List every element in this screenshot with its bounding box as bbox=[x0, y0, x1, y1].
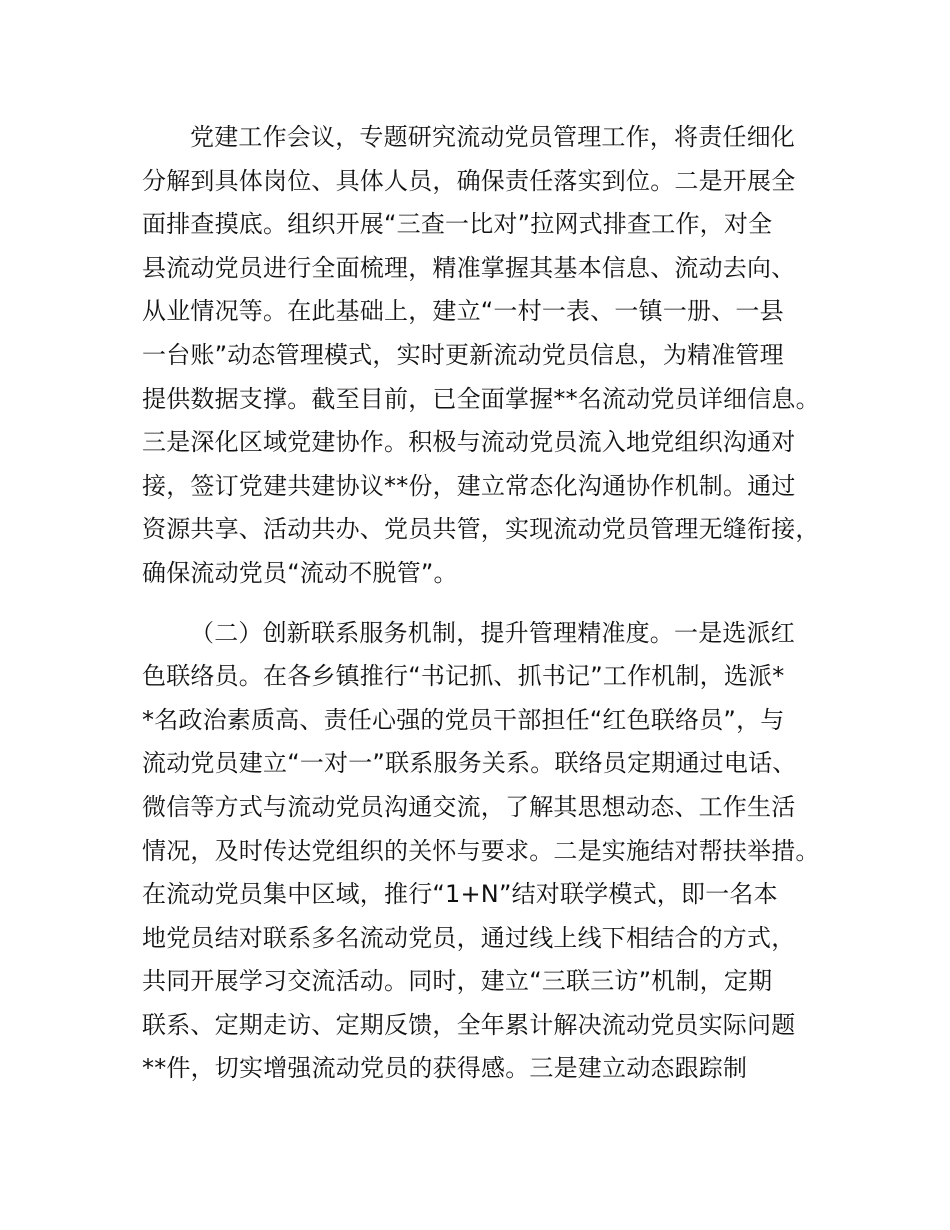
paragraph-2 bbox=[142, 612, 842, 1092]
text-line: 一台账”动态管理模式，实时更新流动党员信息，为精准管理 bbox=[142, 340, 784, 369]
text-line: 从业情况等。在此基础上，建立“一村一表、一镇一册、一县 bbox=[142, 297, 784, 326]
text-line: 分解到具体岗位、具体人员，确保责任落实到位。二是开展全 bbox=[142, 166, 796, 195]
paragraph-spacer bbox=[142, 596, 842, 612]
text-line: 在流动党员集中区域，推行“1+N”结对联学模式，即一名本 bbox=[142, 880, 778, 909]
paragraph-1 bbox=[142, 116, 842, 596]
text-line: 面排查摸底。组织开展“三查一比对”拉网式排查工作，对全 bbox=[142, 210, 773, 239]
text-line: 确保流动党员“流动不脱管”。 bbox=[142, 558, 458, 587]
text-line: 县流动党员进行全面梳理，精准掌握其基本信息、流动去向、 bbox=[142, 253, 796, 282]
text-line: 资源共享、活动共办、党员共管，实现流动党员管理无缝衔接， bbox=[142, 515, 820, 544]
text-line: 共同开展学习交流活动。同时，建立“三联三访”机制，定期 bbox=[142, 967, 773, 996]
text-line: **件，切实增强流动党员的获得感。三是建立动态跟踪制 bbox=[142, 1054, 748, 1083]
text-line: 地党员结对联系多名流动党员，通过线上线下相结合的方式， bbox=[142, 923, 796, 952]
text-line: 流动党员建立“一对一”联系服务关系。联络员定期通过电话、 bbox=[142, 749, 797, 778]
text-line: （二）创新联系服务机制，提升管理精准度。一是选派红 bbox=[190, 618, 795, 647]
text-line: *名政治素质高、责任心强的党员干部担任“红色联络员”，与 bbox=[142, 705, 785, 734]
document-body bbox=[142, 116, 842, 1091]
text-line: 接，签订党建共建协议**份，建立常态化沟通协作机制。通过 bbox=[142, 471, 796, 500]
text-line: 党建工作会议，专题研究流动党员管理工作，将责任细化 bbox=[190, 123, 795, 151]
text-line: 提供数据支撑。截至目前，已全面掌握**名流动党员详细信息。 bbox=[142, 384, 820, 413]
text-line: 联系、定期走访、定期反馈，全年累计解决流动党员实际问题 bbox=[142, 1010, 796, 1039]
text-line: 色联络员。在各乡镇推行“书记抓、抓书记”工作机制，选派* bbox=[142, 662, 785, 691]
text-line: 三是深化区域党建协作。积极与流动党员流入地党组织沟通对 bbox=[142, 428, 796, 457]
text-line: 微信等方式与流动党员沟通交流，了解其思想动态、工作生活 bbox=[142, 792, 796, 821]
text-line: 情况，及时传达党组织的关怀与要求。二是实施结对帮扶举措。 bbox=[142, 836, 820, 865]
